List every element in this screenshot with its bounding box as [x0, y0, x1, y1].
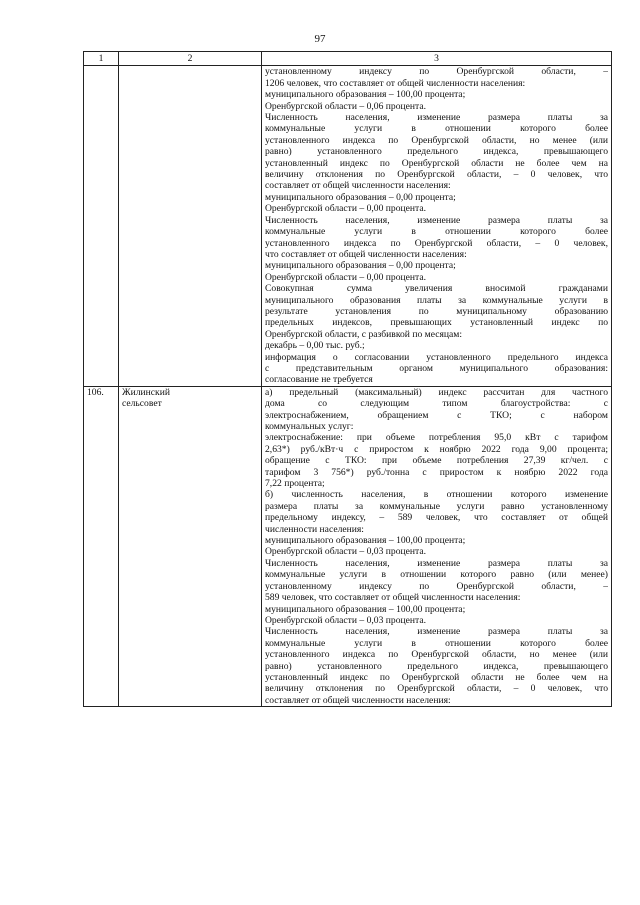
text-line: установленного индекса по Оренбургской области, – 0 человек, [265, 237, 608, 249]
text-line: установленный индекс по Оренбургской области не более чем на [265, 157, 608, 169]
text-line: муниципального образования – 100,00 процента; [265, 603, 466, 615]
page-number: 97 [314, 33, 326, 45]
description-cell [262, 386, 612, 706]
table-row [84, 66, 612, 386]
text-line: б) численность населения, в отношении которого изменение [265, 489, 608, 501]
row-number: 106. [84, 386, 119, 706]
text-line: предельному индексу, – 589 человек, что составляет от общей [265, 512, 608, 524]
column-header-2: 2 [119, 52, 262, 66]
text-line: Совокупная сумма увеличения вносимой гражданами [265, 283, 608, 295]
text-line: Численность населения, изменение размера платы за [265, 214, 608, 226]
text-line: Оренбургской области – 0,03 процента. [265, 546, 426, 558]
text-line: Оренбургской области – 0,03 процента. [265, 614, 426, 626]
text-line: равно) установленного предельного индекса, превышающего [265, 660, 608, 672]
text-line: Оренбургской области – 0,00 процента. [265, 271, 426, 283]
text-line: муниципального образования – 100,00 процента; [265, 535, 466, 547]
text-line: равно) установленного предельного индекса, превышающего [265, 146, 608, 158]
text-line: 7,22 процента; [265, 478, 325, 490]
text-line: Оренбургской области – 0,00 процента. [265, 203, 426, 215]
text-line: численности населения: [265, 523, 364, 535]
text-line: электроснабжением, обращением с ТКО; с набором [265, 409, 608, 421]
column-header-1: 1 [84, 52, 119, 66]
column-header-3: 3 [262, 52, 612, 66]
text-line: установленного индекса по Оренбургской области, но менее (или [265, 649, 608, 661]
text-line: установленному индексу по Оренбургской области, – [265, 580, 608, 592]
text-line: согласование не требуется [265, 374, 373, 386]
municipality-name [119, 66, 262, 386]
municipality-name-line: Жилинский [122, 386, 170, 398]
table-row [84, 386, 612, 706]
text-line: величину отклонения по Оренбургской области, – 0 человек, что [265, 683, 608, 695]
text-line: 1206 человек, что составляет от общей численности населения: [265, 77, 526, 89]
text-line: коммунальные услуги в отношении которого более [265, 123, 608, 135]
municipality-name [119, 386, 262, 706]
text-line: информация о согласовании установленного предельного индекса [265, 351, 608, 363]
table-header-row [84, 52, 612, 66]
text-line: установленному индексу по Оренбургской области, – [265, 66, 608, 78]
table-body [84, 66, 612, 707]
text-line: Оренбургской области, с разбивкой по месяцам: [265, 328, 463, 340]
text-line: составляет от общей численности населения: [265, 694, 451, 706]
text-line: установленного индекса по Оренбургской области, но менее (или [265, 134, 608, 146]
text-line: дома со следующим типом благоустройства: с [265, 398, 608, 410]
text-line: 2,63*) руб./кВт·ч с приростом к ноябрю 2022 года 9,00 процента; [265, 443, 608, 455]
text-line: 589 человек, что составляет от общей численности населения: [265, 592, 521, 604]
text-line: декабрь – 0,00 тыс. руб.; [265, 340, 365, 352]
text-line: коммунальные услуги в отношении которого более [265, 226, 608, 238]
text-line: Численность населения, изменение размера платы за [265, 626, 608, 638]
text-line: а) предельный (максимальный) индекс рассчитан для частного [265, 386, 608, 398]
text-line: муниципального образования платы за коммунальные услуги в [265, 294, 608, 306]
description-cell [262, 66, 612, 386]
text-line: предельных индексов, превышающих установленный индекс по [265, 317, 608, 329]
document-table [83, 51, 612, 707]
text-line: коммунальные услуги в отношении которого более [265, 637, 608, 649]
text-line: Оренбургской области – 0,06 процента. [265, 100, 426, 112]
text-line: величину отклонения по Оренбургской области, – 0 человек, что [265, 169, 608, 181]
text-line: Численность населения, изменение размера платы за [265, 557, 608, 569]
text-line: коммунальных услуг: [265, 421, 354, 432]
text-line: коммунальные услуги в отношении которого равно (или менее) [265, 569, 608, 581]
text-line: размера платы за коммунальные услуги равно установленному [265, 500, 608, 512]
text-line: муниципального образования – 100,00 процента; [265, 89, 466, 101]
text-line: Численность населения, изменение размера платы за [265, 112, 608, 124]
row-number [84, 66, 119, 386]
text-line: результате установления по муниципальному образованию [265, 305, 608, 317]
text-line: составляет от общей численности населения: [265, 180, 451, 192]
text-line: установленный индекс по Оренбургской области не более чем на [265, 671, 608, 683]
text-line: муниципального образования – 0,00 процента; [265, 191, 456, 203]
text-line: с представительным органом муниципального образования: [265, 362, 608, 374]
text-line: электроснабжение: при объеме потребления 95,0 кВт с тарифом [265, 432, 608, 444]
text-line: тарифом 3 756*) руб./тонна с приростом к ноябрю 2022 года [265, 466, 608, 478]
text-line: что составляет от общей численности населения: [265, 248, 467, 260]
municipality-name-line: сельсовет [122, 398, 162, 410]
text-line: муниципального образования – 0,00 процента; [265, 260, 456, 272]
text-line: обращение с ТКО: при объеме потребления 27,39 кг/чел. с [265, 455, 608, 467]
